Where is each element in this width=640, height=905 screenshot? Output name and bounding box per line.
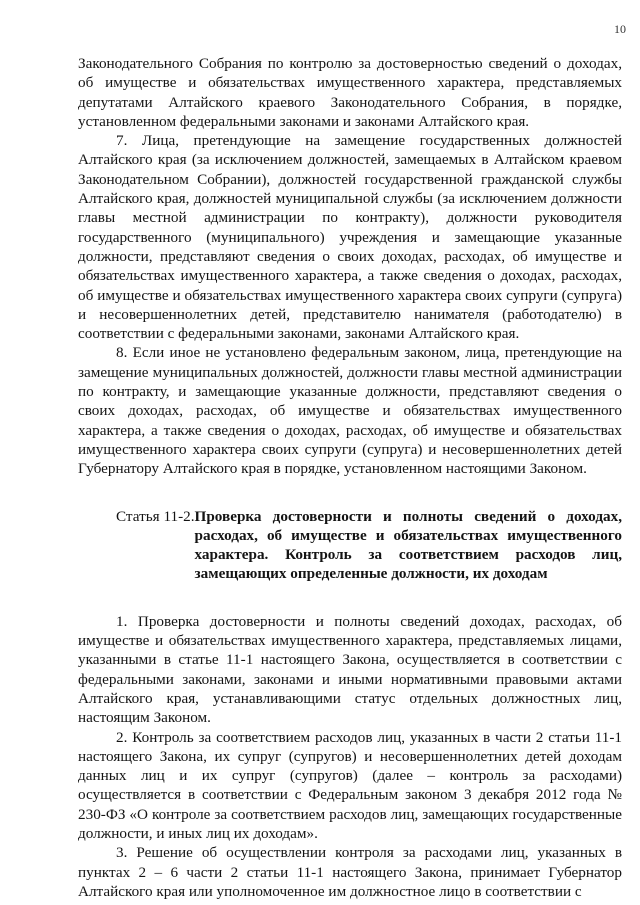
page-number: 10 (614, 22, 626, 36)
point-3: 3. Решение об осуществлении контроля за расходами лиц, указанных в пунктах 2 – 6 части 2 статьи 11-1 настоящего Закона, принимает Губернатор Алтайского края или уполномоченное им должностное лицо в соответствии с (78, 844, 622, 900)
article-title: Проверка достоверности и полноты сведений о доходах, расходах, об имуществе и обязательствах имущественного характера. Контроль за соответствием расходов лиц, замещающих определенные должности, их доходам (194, 507, 622, 583)
article-label: Статья 11-2. (116, 507, 195, 525)
article-heading (78, 507, 622, 584)
point-1: 1. Проверка достоверности и полноты сведений доходах, расходах, об имуществе и обязательствах имущественного характера, представляемых лицами, указанными в статье 11-1 настоящего Закона, осуществляется в соответствии с федеральными законами, законами и иными нормативными правовыми актами Алтайского края, устанавливающими статус отдельных должностных лиц, настоящим Законом. (78, 612, 622, 727)
paragraph-7: 7. Лица, претендующие на замещение государственных должностей Алтайского края (за исключением должностей, замещаемых в Алтайском краевом Законодательном Собрании), должностей государственной гражданской службы Алтайского края, должностей муниципальной службы (за исключением должности главы местной администрации по контракту), должности руководителя государственного (муниципального) учреждения и замещающие указанные должности, представляют сведения о своих доходах, расходах, об имуществе и обязательствах имущественного характера, а также сведения о доходах, расходах, об имуществе и обязательствах имущественного характера своих супруги (супруга) и несовершеннолетних детей, представителю нанимателя (работодателю) в соответствии с федеральными законами, законами Алтайского края. (78, 132, 622, 343)
point-2: 2. Контроль за соответствием расходов лиц, указанных в части 2 статьи 11-1 настоящего Закона, их супруг (супругов) и несовершеннолетних детей доходам данных лиц и их супруг (супругов) (далее – контроль за расходами) осуществляется в соответствии с Федеральным законом 3 декабря 2012 года № 230-ФЗ «О контроле за соответствием расходов лиц, замещающих государственные должности, и иных лиц их доходам». (78, 728, 622, 842)
document-body (78, 54, 622, 901)
paragraph-8: 8. Если иное не установлено федеральным законом, лица, претендующие на замещение муниципальных должностей, должности главы местной администрации по контракту, и замещающие указанные должности, представляют сведения о своих доходах, расходах, об имуществе и обязательствах имущественного характера, а также сведения о доходах, расходах, об имуществе и обязательствах имущественного характера своих супруги (супруга) и несовершеннолетних детей Губернатору Алтайского края в порядке, установленном настоящими Законом. (78, 344, 622, 478)
intro-paragraph: Законодательного Собрания по контролю за достоверностью сведений о доходах, об имуществе и обязательствах имущественного характера, представляемых депутатами Алтайского краевого Законодательного Собрания, в порядке, установленном федеральными законами и законами Алтайского края. (78, 55, 622, 130)
